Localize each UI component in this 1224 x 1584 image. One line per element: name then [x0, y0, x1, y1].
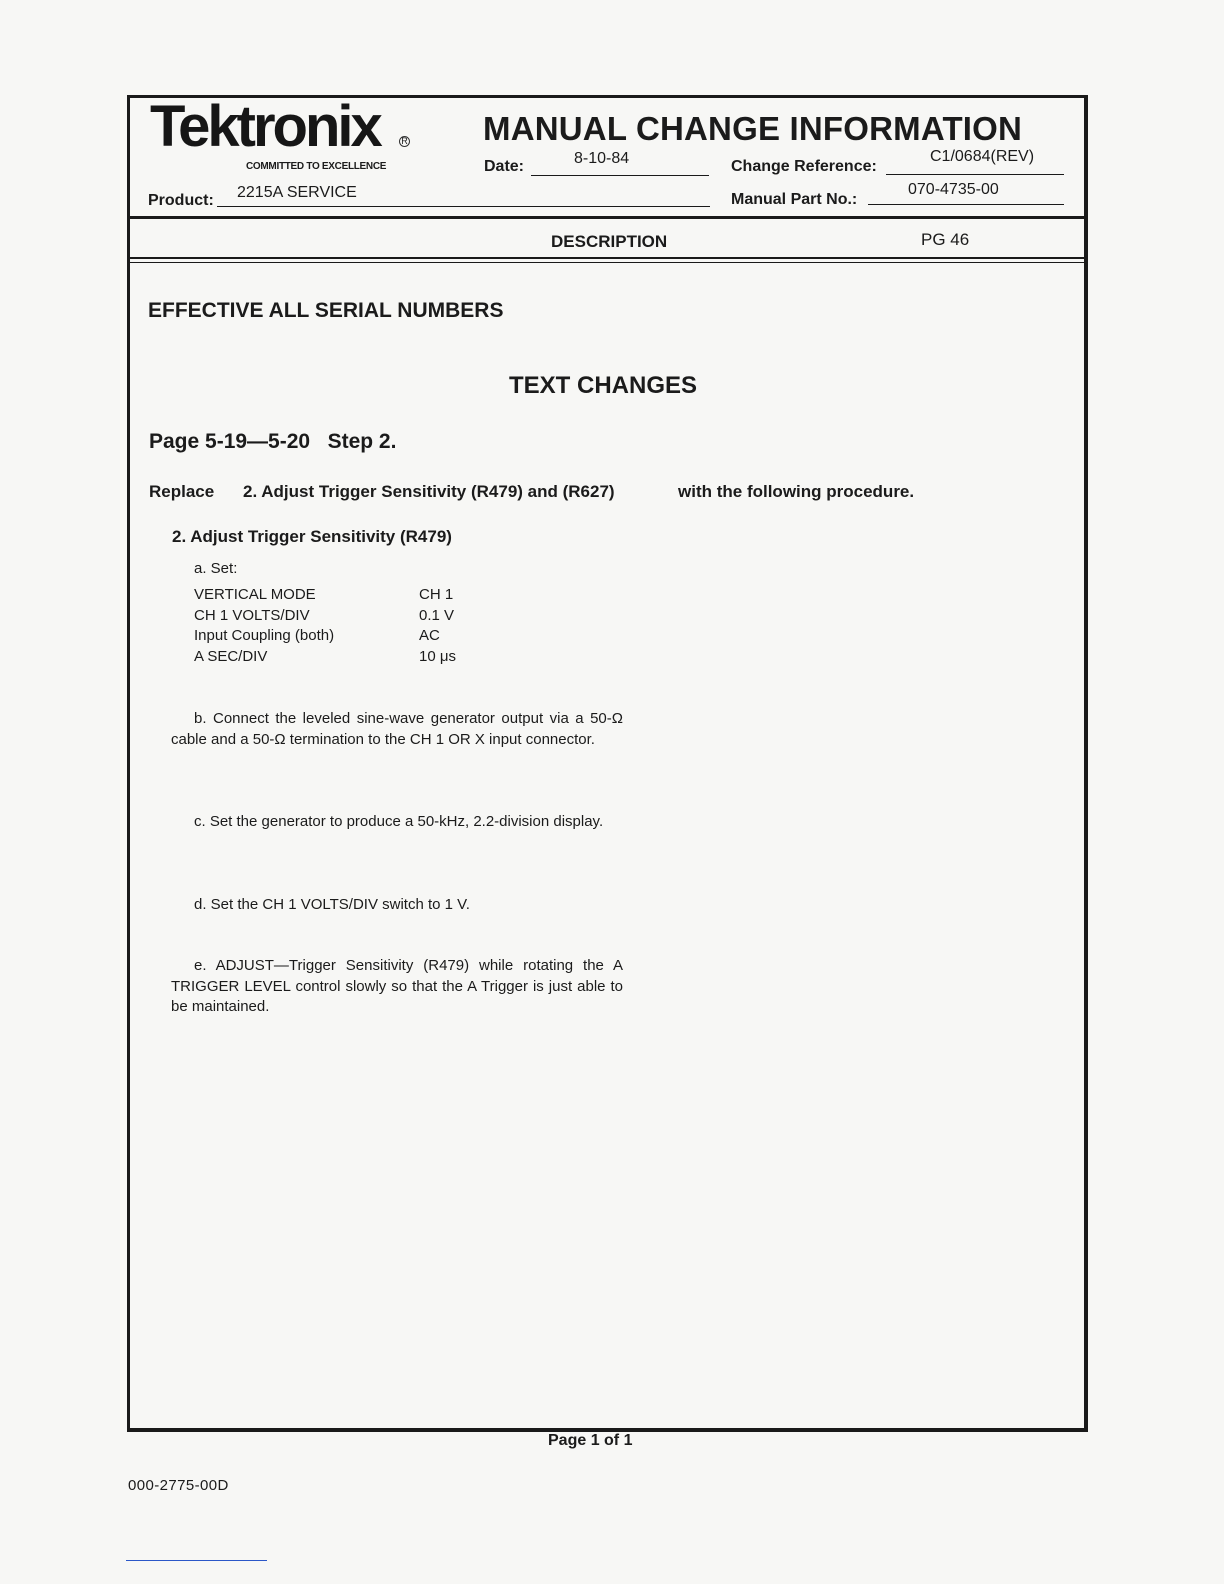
page-count: Page 1 of 1 [548, 1432, 633, 1449]
logo-tagline: COMMITTED TO EXCELLENCE [246, 161, 387, 172]
page-step-heading: Page 5-19—5-20 Step 2. [149, 430, 397, 453]
setting-value: 0.1 V [419, 607, 455, 624]
replace-word: Replace [149, 482, 215, 501]
change-reference-underline [886, 174, 1064, 175]
setting-name: VERTICAL MODE [194, 586, 316, 603]
date-underline [531, 175, 709, 176]
step-title: 2. Adjust Trigger Sensitivity (R479) [172, 527, 452, 546]
setting-name: Input Coupling (both) [194, 627, 335, 644]
step-b-paragraph: b. Connect the leveled sine-wave generator output via a 50-Ω cable and a 50-Ω termination to the CH 1 OR X input connector. [171, 710, 623, 748]
form-number: 000-2775-00D [128, 1477, 229, 1494]
manual-part-underline [868, 204, 1064, 205]
step-e-paragraph: e. ADJUST—Trigger Sensitivity (R479) while rotating the A TRIGGER LEVEL control slowly so that the A Trigger is just able to be maintained. [171, 957, 623, 1015]
description-divider-top [127, 257, 1085, 259]
setting-name: CH 1 VOLTS/DIV [194, 607, 310, 624]
set-label: a. Set: [194, 560, 238, 577]
text-changes-heading: TEXT CHANGES [509, 372, 698, 399]
product-value: 2215A SERVICE [237, 184, 357, 201]
replace-tail: with the following procedure. [678, 482, 915, 501]
product-label: Product: [148, 192, 214, 209]
link-underline [126, 1560, 267, 1561]
change-reference-label: Change Reference: [731, 158, 877, 175]
date-label: Date: [484, 158, 525, 175]
setting-name: A SEC/DIV [194, 648, 268, 665]
setting-value: CH 1 [419, 586, 454, 603]
replace-target: 2. Adjust Trigger Sensitivity (R479) and (R627) [243, 482, 615, 501]
step-d-paragraph: d. Set the CH 1 VOLTS/DIV switch to 1 V. [194, 896, 470, 913]
header-divider [127, 216, 1085, 219]
description-divider-bottom [127, 262, 1085, 263]
manual-part-value: 070-4735-00 [908, 181, 999, 198]
date-value: 8-10-84 [574, 150, 630, 167]
change-reference-value: C1/0684(REV) [930, 148, 1035, 165]
product-underline [217, 206, 710, 207]
effective-serials-heading: EFFECTIVE ALL SERIAL NUMBERS [148, 299, 504, 322]
description-label: DESCRIPTION [551, 232, 668, 251]
registered-mark: R [399, 136, 410, 147]
page-reference: PG 46 [921, 230, 970, 249]
manual-part-label: Manual Part No.: [731, 191, 858, 208]
page-title: MANUAL CHANGE INFORMATION [483, 110, 1023, 147]
setting-value: 10 μs [419, 648, 456, 665]
tektronix-logo: Tektronix [150, 94, 380, 159]
setting-value: AC [419, 627, 440, 644]
document-frame [127, 95, 1088, 1432]
step-c-paragraph: c. Set the generator to produce a 50-kHz, 2.2-division display. [194, 813, 604, 830]
